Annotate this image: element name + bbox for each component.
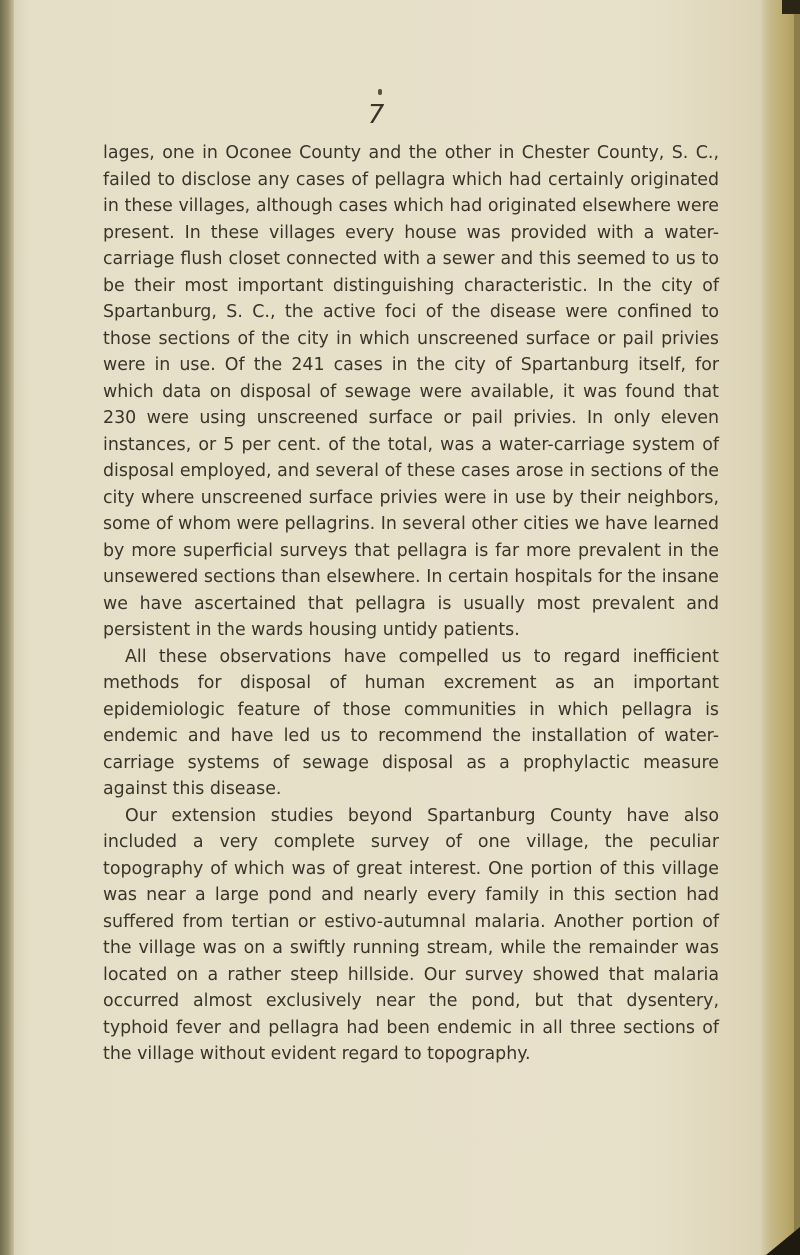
- page-right-strip: [794, 0, 800, 1255]
- ink-mark: [378, 89, 382, 95]
- top-corner-mark: [782, 0, 800, 14]
- page-number: 7: [367, 100, 385, 130]
- paragraph-2: All these observations have compelled us to regard inefficient methods for disposal of human excrement as an important epidemiologic feature of those communities in which pellagra is endemic and have led us to recommend the installation of water-carriage systems of sewage disposal as a prophylactic measure against this disease.: [103, 646, 719, 799]
- paragraph-1: lages, one in Oconee County and the other in Chester County, S. C., failed to disclose any cases of pellagra which had certainly originated in these villages, although cases which had originated elsewhere were present. In these villages every house was provided with a water-carriage flush closet connected with a sewer and this seemed to us to be their most important distinguishing characteristic. In the city of Spartanburg, S. C., the active foci of the disease were confined to those sections of the city in which unscreened surface or pail privies were in use. Of the 241 cases in the city of Spartanburg itself, for which data on disposal of sewage were available, it was found that 230 were using unscreened surface or pail privies. In only eleven instances, or 5 per cent. of the total, was a water-carriage system of disposal employed, and several of these cases arose in sections of the city where unscreened surface privies were in use by their neighbors, some of whom were pellagrins. In several other cities we have learned by more superficial surveys that pellagra is far more prevalent in the unsewered sections than elsewhere. In certain hospitals for the insane we have ascertained that pellagra is usually most prevalent and persistent in the wards housing untidy patients.: [103, 143, 719, 640]
- paragraph-3: Our extension studies beyond Spartanburg County have also included a very complete survey of one village, the peculiar topography of which was of great interest. One portion of this village was near a large pond and nearly every family in this section had suffered from tertian or estivo-autumnal malaria. Another portion of the village was on a swiftly running stream, while the remainder was located on a rather steep hillside. Our survey showed that malaria occurred almost exclusively near the pond, but that dysentery, typhoid fever and pellagra had been endemic in all three sections of the village without evident regard to topography.: [103, 805, 719, 1064]
- body-text: [103, 140, 719, 1068]
- book-binding-edge: [0, 0, 14, 1255]
- bottom-corner-mark: [766, 1227, 800, 1255]
